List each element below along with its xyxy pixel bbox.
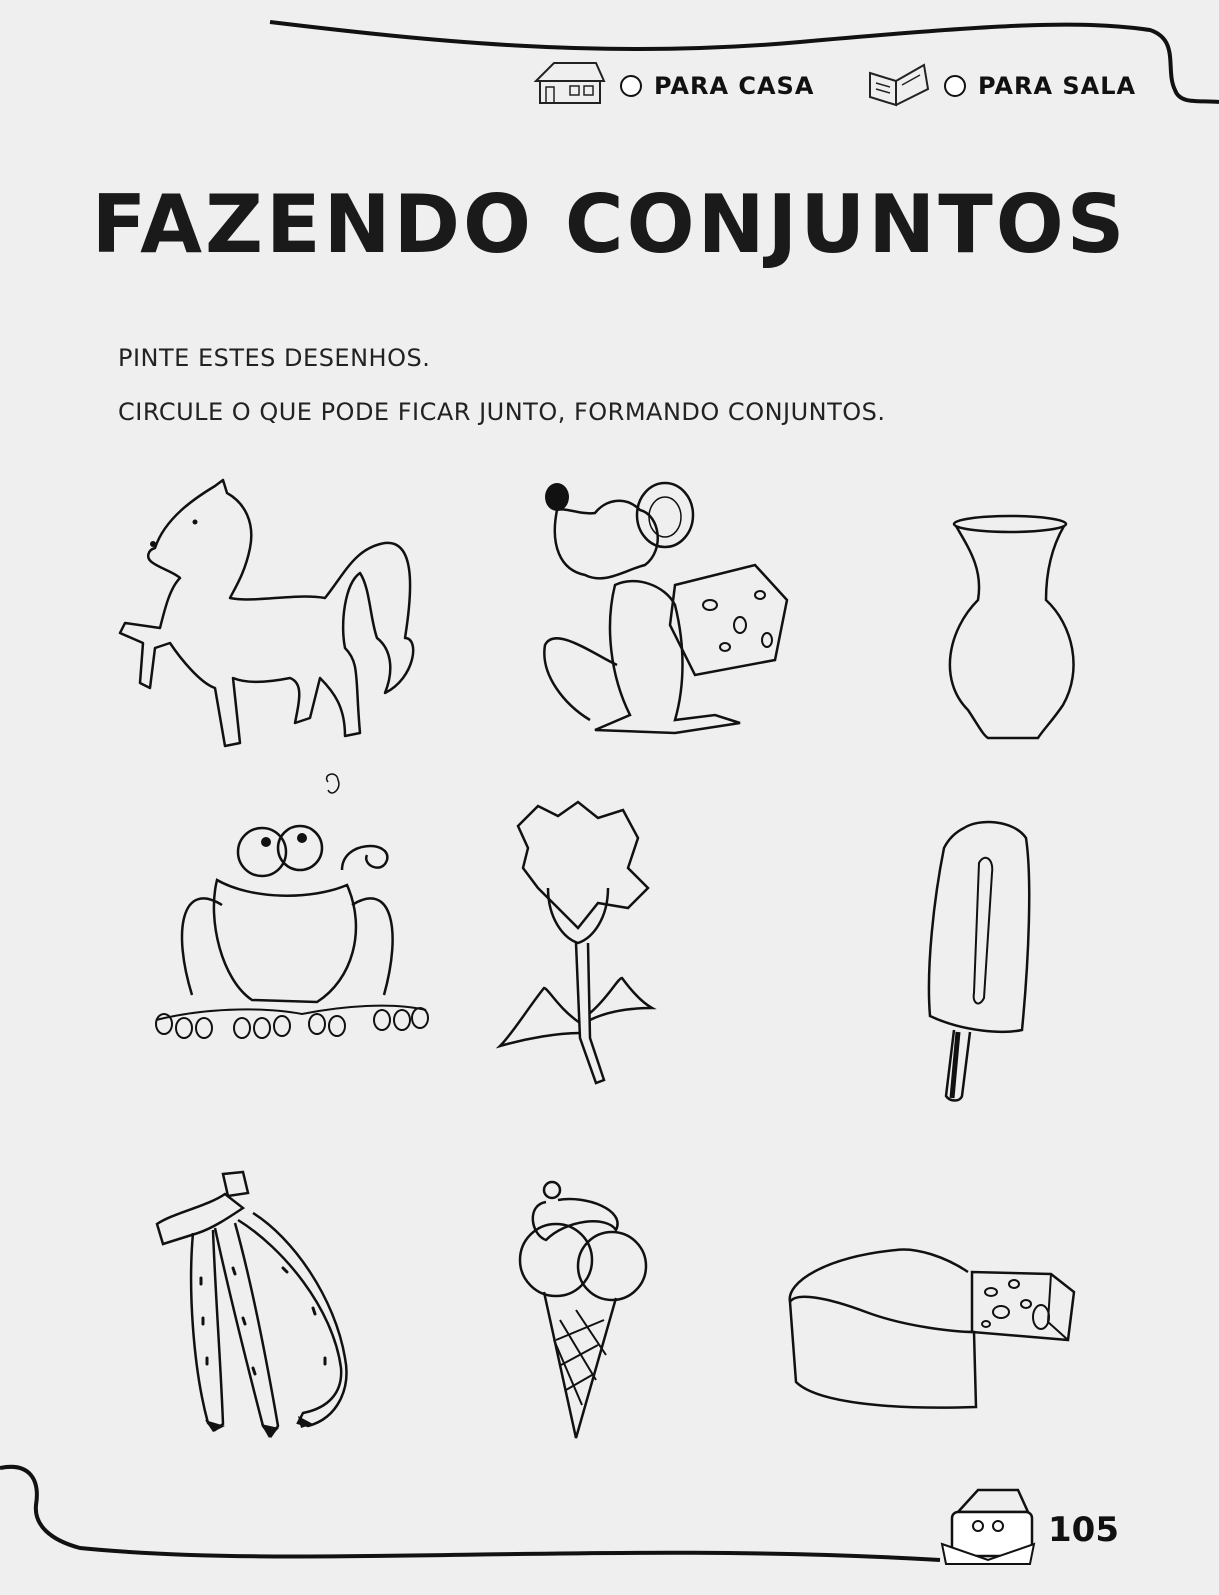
para-casa-label: PARA CASA <box>654 72 815 100</box>
horse-drawing[interactable] <box>115 478 420 750</box>
ice-cream-cone-drawing[interactable] <box>516 1180 650 1442</box>
popsicle-drawing[interactable] <box>924 818 1032 1104</box>
flower-drawing[interactable] <box>498 798 664 1088</box>
instruction-circle: CIRCULE O QUE PODE FICAR JUNTO, FORMANDO CONJUNTOS. <box>118 398 886 426</box>
cheese-wheel-drawing[interactable] <box>786 1212 1078 1410</box>
para-sala-radio[interactable] <box>944 75 966 97</box>
vase-drawing[interactable] <box>938 510 1082 742</box>
para-casa-radio[interactable] <box>620 75 642 97</box>
frog-drawing[interactable] <box>152 770 430 1046</box>
para-sala-label: PARA SALA <box>978 72 1137 100</box>
house-icon <box>532 59 608 113</box>
para-casa-option[interactable] <box>532 66 814 106</box>
para-sala-option[interactable] <box>866 66 1136 106</box>
bananas-drawing[interactable] <box>153 1168 348 1443</box>
page-title: FAZENDO CONJUNTOS <box>91 178 1128 271</box>
pode-imprimir-printer-icon <box>938 1482 1038 1568</box>
page-number: 105 <box>1048 1510 1119 1550</box>
instruction-paint: PINTE ESTES DESENHOS. <box>118 344 431 372</box>
mouse-with-cheese-drawing[interactable] <box>535 475 793 745</box>
open-book-icon <box>866 59 932 113</box>
